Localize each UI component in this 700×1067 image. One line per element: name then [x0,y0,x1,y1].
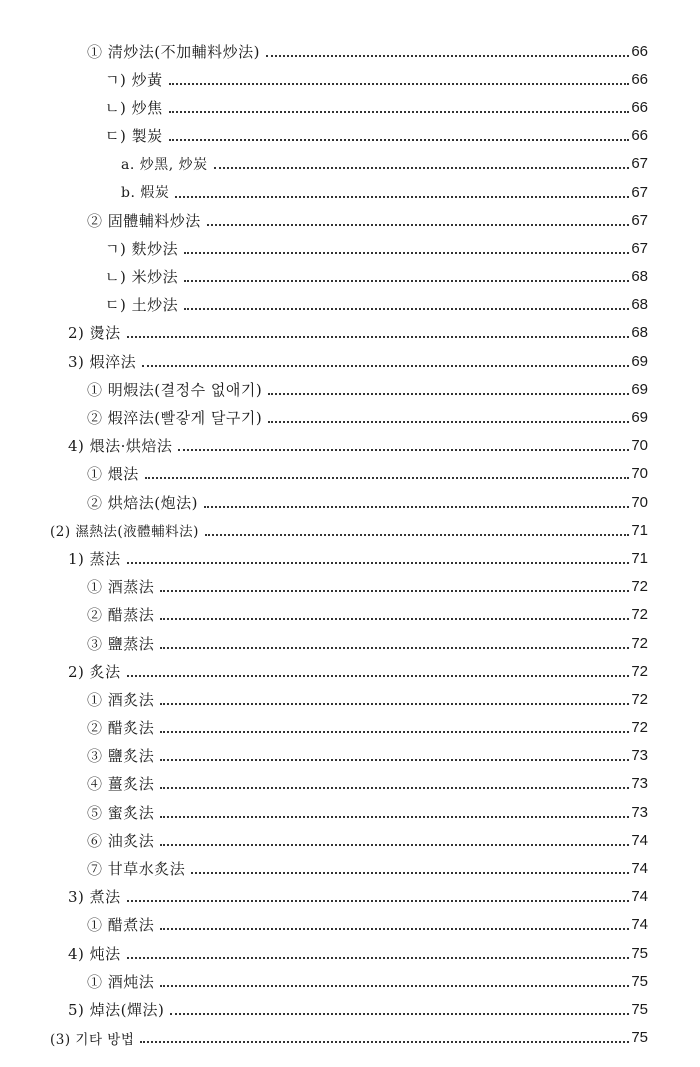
toc-entry [0,150,700,178]
toc-entry [0,65,700,93]
dot-leader [160,984,629,987]
toc-entry-page-number: 72 [631,690,648,708]
toc-entry-page-number: 75 [631,972,648,990]
toc-entry-page-number: 73 [631,747,648,765]
toc-entry [0,544,700,572]
toc-entry-title: (2) 濕熱法(液體輔料法) [50,524,199,541]
toc-entry-page-number: 69 [631,409,648,427]
dot-leader [178,448,629,451]
toc-entry-title: 2) 燙法 [68,324,121,343]
dot-leader [169,110,630,113]
toc-entry-page-number: 67 [631,183,648,201]
dot-leader [160,815,629,818]
toc-entry-page-number: 75 [631,1029,648,1047]
toc-entry [0,347,700,375]
toc-entry [0,460,700,488]
toc-entry-title: ① 明煆法(결정수 없애기) [87,380,263,399]
toc-entry [0,516,700,544]
toc-entry [0,573,700,601]
toc-entry-title: ㄴ) 炒焦 [105,98,163,117]
toc-entry [0,967,700,995]
toc-entry-page-number: 69 [631,352,648,370]
toc-entry-page-number: 67 [631,155,648,173]
toc-entry [0,939,700,967]
toc-entry-title: ② 醋炙法 [87,719,155,738]
toc-entry [0,883,700,911]
toc-entry-page-number: 72 [631,634,648,652]
toc-entry [0,432,700,460]
dot-leader [160,758,629,761]
toc-entry [0,629,700,657]
toc-entry-page-number: 73 [631,803,648,821]
toc-entry [0,375,700,403]
toc-entry [0,37,700,65]
dot-leader [207,223,630,226]
toc-entry-title: ⑦ 甘草水炙法 [87,860,186,879]
toc-entry-page-number: 67 [631,211,648,229]
dot-leader [127,335,630,338]
toc-entry-title: 5) 焯法(燀法) [68,1000,165,1019]
toc-entry-title: ① 酒炙法 [87,690,155,709]
dot-leader [127,561,630,564]
toc-entry-title: ㄷ) 土炒法 [105,296,179,315]
toc-entry [0,403,700,431]
toc-entry-title: 1) 蒸法 [68,549,121,568]
toc-entry [0,742,700,770]
toc-entry-title: (3) 기타 방법 [50,1031,135,1048]
toc-entry [0,911,700,939]
toc-entry-title: ⑤ 蜜炙法 [87,803,155,822]
dot-leader [184,307,629,310]
dot-leader [127,674,630,677]
dot-leader [142,364,629,367]
toc-entry-title: ㄱ) 炒黃 [105,70,163,89]
toc-entry-title: ① 酒炖法 [87,972,155,991]
dot-leader [160,730,629,733]
dot-leader [169,82,630,85]
toc-entry-title: ④ 薑炙法 [87,775,155,794]
toc-entry-title: ㄱ) 麩炒法 [105,239,179,258]
toc-entry-page-number: 71 [631,521,648,539]
toc-entry-title: ① 醋煮法 [87,916,155,935]
toc-entry-title: ① 淸炒法(不加輔料炒法) [87,42,260,61]
dot-leader [184,279,629,282]
dot-leader [169,138,630,141]
toc-entry-title: a. 炒黑, 炒炭 [121,156,208,173]
dot-leader [268,392,629,395]
toc-entry-title: ① 煨法 [87,465,139,484]
dot-leader [205,533,629,536]
toc-entry-title: 3) 煆淬法 [68,352,137,371]
toc-entry-title: ② 烘焙法(炮法) [87,493,198,512]
dot-leader [214,166,630,169]
toc-entry-title: 2) 炙法 [68,662,121,681]
dot-leader [175,195,629,198]
toc-entry-page-number: 68 [631,324,648,342]
toc-entry-page-number: 66 [631,70,648,88]
dot-leader [170,1012,629,1015]
toc-entry-title: ① 酒蒸法 [87,578,155,597]
toc-entry-title: ㄴ) 米炒法 [105,268,179,287]
toc-entry-page-number: 70 [631,493,648,511]
toc-entry-title: b. 煆炭 [121,185,170,202]
toc-entry [0,263,700,291]
toc-entry-page-number: 67 [631,239,648,257]
toc-entry [0,488,700,516]
toc-entry-page-number: 66 [631,98,648,116]
dot-leader [160,646,629,649]
toc-entry-page-number: 71 [631,549,648,567]
toc-entry-title: ② 醋蒸法 [87,606,155,625]
dot-leader [160,617,629,620]
toc-entry [0,995,700,1023]
table-of-contents [0,37,700,1052]
toc-entry-page-number: 74 [631,831,648,849]
toc-entry-page-number: 70 [631,465,648,483]
toc-entry [0,1024,700,1052]
dot-leader [268,420,629,423]
dot-leader [184,251,629,254]
toc-entry-page-number: 72 [631,719,648,737]
toc-entry-page-number: 75 [631,1000,648,1018]
dot-leader [127,899,630,902]
toc-entry-page-number: 74 [631,916,648,934]
toc-entry [0,234,700,262]
toc-entry-page-number: 66 [631,127,648,145]
toc-entry-title: 3) 煮法 [68,888,121,907]
toc-entry [0,770,700,798]
toc-entry [0,601,700,629]
toc-entry-page-number: 75 [631,944,648,962]
toc-entry-page-number: 72 [631,606,648,624]
toc-entry-page-number: 74 [631,888,648,906]
toc-entry [0,826,700,854]
dot-leader [160,786,629,789]
dot-leader [204,505,629,508]
toc-entry [0,854,700,882]
dot-leader [145,476,630,479]
toc-entry-title: ㄷ) 製炭 [105,127,163,146]
toc-entry-title: ③ 鹽蒸法 [87,634,155,653]
dot-leader [160,843,629,846]
dot-leader [160,589,629,592]
toc-entry-title: ③ 鹽炙法 [87,747,155,766]
toc-entry-page-number: 72 [631,662,648,680]
toc-entry-page-number: 70 [631,437,648,455]
toc-entry-page-number: 68 [631,296,648,314]
toc-entry [0,657,700,685]
toc-entry [0,685,700,713]
toc-entry [0,178,700,206]
toc-entry [0,798,700,826]
toc-entry [0,319,700,347]
toc-entry [0,206,700,234]
dot-leader [191,871,629,874]
dot-leader [127,956,630,959]
dot-leader [266,54,629,57]
toc-entry [0,714,700,742]
toc-entry-page-number: 66 [631,42,648,60]
toc-entry-title: ② 煆淬法(빨갛게 달구기) [87,409,263,428]
toc-entry [0,291,700,319]
toc-entry-page-number: 74 [631,860,648,878]
toc-entry-title: 4) 炖法 [68,944,121,963]
toc-entry-title: 4) 煨法·烘焙法 [68,437,173,456]
dot-leader [160,927,629,930]
toc-entry-title: ② 固體輔料炒法 [87,211,201,230]
toc-entry-page-number: 68 [631,268,648,286]
toc-entry-page-number: 69 [631,380,648,398]
toc-entry-page-number: 73 [631,775,648,793]
toc-entry-title: ⑥ 油炙法 [87,831,155,850]
dot-leader [160,702,629,705]
toc-entry [0,122,700,150]
toc-entry [0,93,700,121]
toc-entry-page-number: 72 [631,578,648,596]
dot-leader [140,1040,629,1043]
